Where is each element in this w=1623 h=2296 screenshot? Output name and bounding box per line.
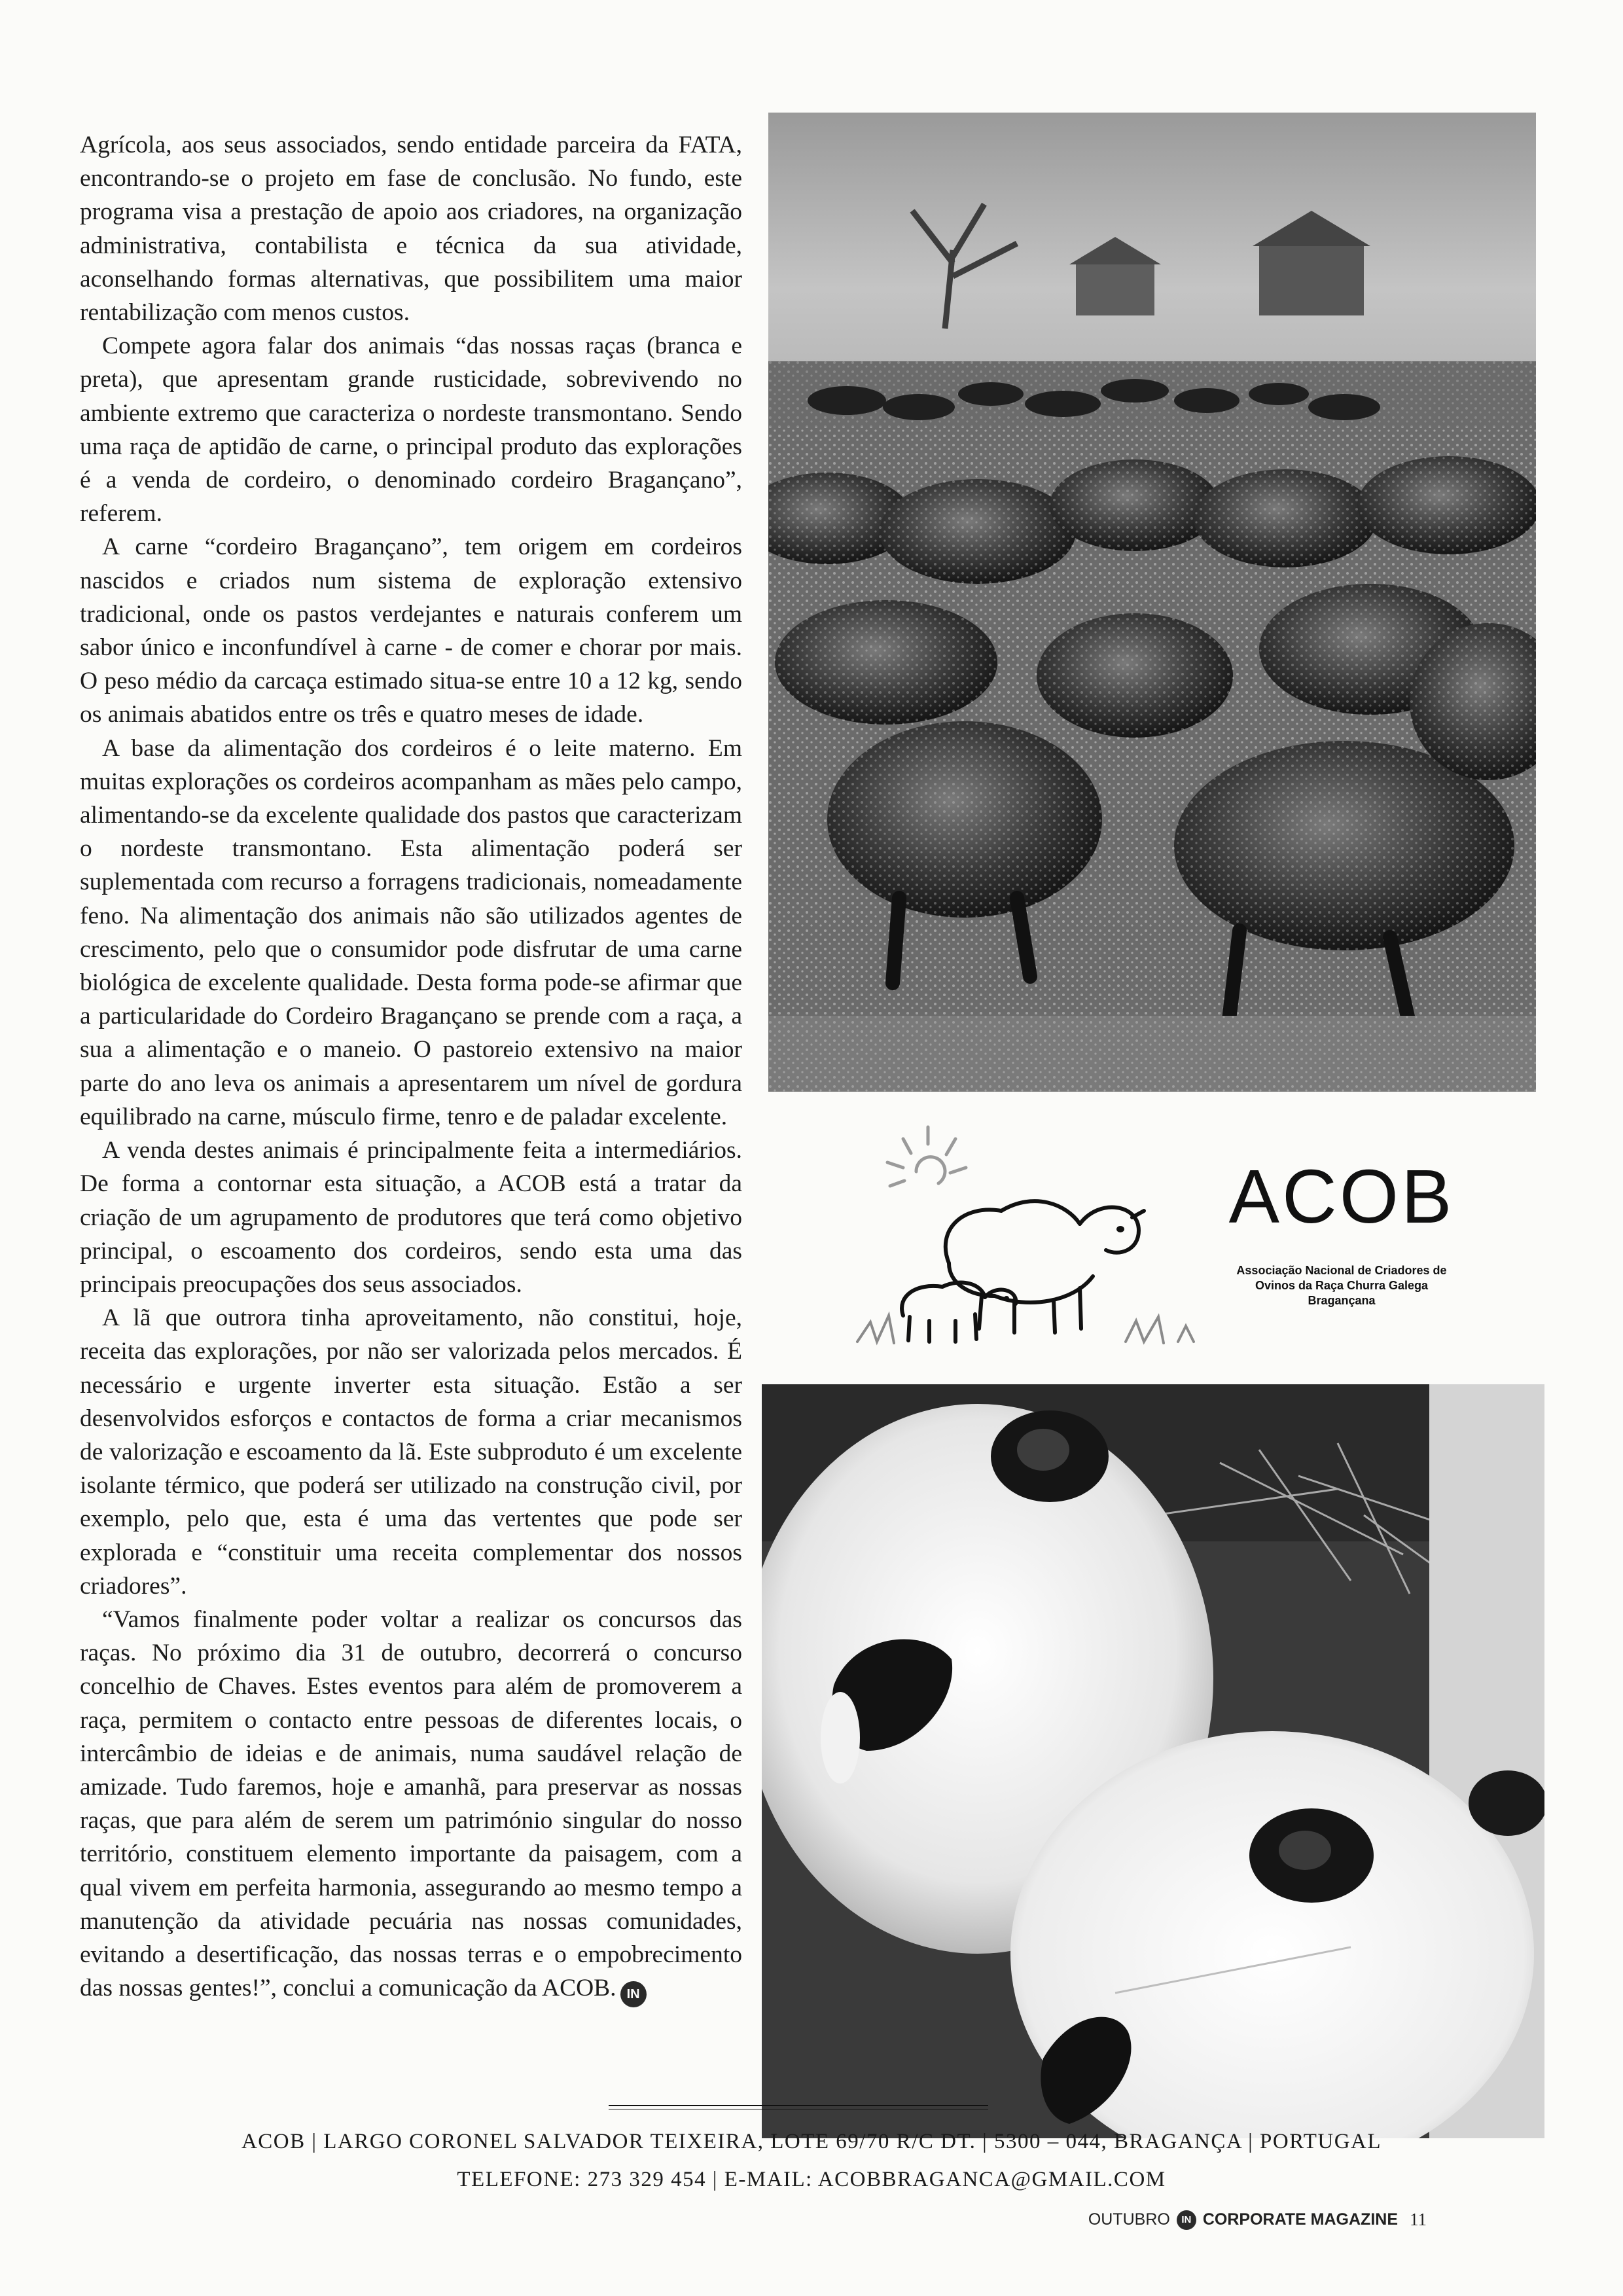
article-paragraph-5: A venda destes animais é principalmente feita a intermediários. De forma a contornar esta situação, a ACOB está a tratar da criação de um agrupamento de produtores que terá como objetivo principal, o escoamento dos cordeiros, sendo esta uma das principais preocupações dos seus associados. xyxy=(80,1137,742,1298)
sheep-flock-photo xyxy=(768,113,1536,1092)
article-paragraph-1: Agrícola, aos seus associados, sendo entidade parceira da FATA, encontrando-se o projeto em fase de conclusão. No fundo, este programa visa a prestação de apoio aos criadores, na organização administrativa, contabilista e técnica da sua atividade, aconselhando formas alternativas, que possibilitem uma maior rentabilização com menos custos. xyxy=(80,132,742,327)
acob-subtitle-line: Associação Nacional de Criadores de xyxy=(1236,1264,1447,1277)
article-paragraph-2: Compete agora falar dos animais “das nossas raças (branca e preta), que apresentam grande rusticidade, sobrevivendo no ambiente extremo que caracteriza o nordeste transmontano. Sendo uma raça de aptidão de carne, o principal produto das explorações é a venda de cordeiro, o denominado cordeiro Bragançano”, referem. xyxy=(80,332,742,528)
footer-address: ACOB | LARGO CORONEL SALVADOR TEIXEIRA, LOTE 69/70 R/C DT. | 5300 – 044, BRAGANÇA | PORTUGAL xyxy=(241,2130,1382,2153)
acob-title: ACOB xyxy=(1228,1154,1455,1239)
acob-subtitle-line: Ovinos da Raça Churra Galega xyxy=(1255,1279,1429,1292)
sheep-logo-icon xyxy=(851,1113,1217,1361)
page-folio xyxy=(1088,2210,1427,2230)
page-number: 11 xyxy=(1410,2210,1427,2229)
folio-month: OUTUBRO xyxy=(1088,2210,1170,2229)
article-paragraph-4: A base da alimentação dos cordeiros é o leite materno. Em muitas explorações os cordeiros acompanham as mães pelo campo, alimentando-se da excelente qualidade dos pastos que caracterizam o nordeste transmontano. Esta alimentação poderá ser suplementada com recurso a forragens tradicionais, nomeadamente feno. Na alimentação dos animais não são utilizados agentes de crescimento, pelo que o consumidor pode disfrutar de uma carne biológica de excelente qualidade. Desta forma pode-se afirmar que a particularidade do Cordeiro Bragançano se prende com a raça, a sua a alimentação e o maneio. O pastoreio extensivo na maior parte do ano leva os animais a apresentarem um nível de gordura equilibrado na carne, músculo firme, tenro e de paladar excelente. xyxy=(80,734,742,1130)
article-body xyxy=(80,128,742,2007)
acob-logo xyxy=(851,1113,1505,1361)
acob-subtitle xyxy=(1217,1263,1466,1308)
article-paragraph-6: A lã que outrora tinha aproveitamento, não constitui, hoje, receita das explorações, por não ser valorizada pelos mercados. É necessário e urgente inverter esta situação. Estão a ser desenvolvidos esforços e contactos de forma a criar mecanismos de valorização e escoamento da lã. Este subproduto é um excelente isolante térmico, que poderá ser utilizado na construção civil, por exemplo, pelo que, esta é uma das vertentes que pode ser explorada e “constituir uma receita complementar dos nossos criadores”. xyxy=(80,1304,742,1600)
footer-divider xyxy=(609,2105,988,2109)
acob-subtitle-line: Bragançana xyxy=(1308,1294,1376,1307)
folio-magazine: CORPORATE MAGAZINE xyxy=(1202,2210,1398,2229)
in-logo-icon: IN xyxy=(1177,2210,1196,2230)
article-paragraph-7-text: “Vamos finalmente poder voltar a realizar os concursos das raças. No próximo dia 31 de outubro, decorrerá o concurso concelhio de Chaves. Estes eventos para além de promoverem a raça, permitem o contacto entre pessoas de diferentes locais, o intercâmbio de ideias e de animais, numa saudável relação de amizade. Tudo faremos, hoje e amanhã, para preservar as nossas raças, que para além de serem um património singular do nosso território, constituem elemento importante da paisagem, com a qual vivem em perfeita harmonia, assegurando ao mesmo tempo a manutenção da atividade pecuária nas nossas comunidades, evitando a desertificação, das nossas terras e o empobrecimento das nossas gentes!”, conclui a comunicação da ACOB. xyxy=(80,1605,742,2002)
article-paragraph-3: A carne “cordeiro Bragançano”, tem origem em cordeiros nascidos e criados num sistema de exploração extensivo tradicional, onde os pastos verdejantes e naturais conferem um sabor único e inconfundível à carne - de comer e chorar por mais. O peso médio da carcaça estimado situa-se entre 10 a 12 kg, sendo os animais abatidos entre os três e quatro meses de idade. xyxy=(80,533,742,728)
end-mark-icon: IN xyxy=(620,1981,647,2007)
article-paragraph-7 xyxy=(80,1603,742,2007)
footer-contact: TELEFONE: 273 329 454 | E-MAIL: ACOBBRAGANCA@GMAIL.COM xyxy=(457,2168,1166,2191)
lambs-photo xyxy=(762,1384,1544,2138)
